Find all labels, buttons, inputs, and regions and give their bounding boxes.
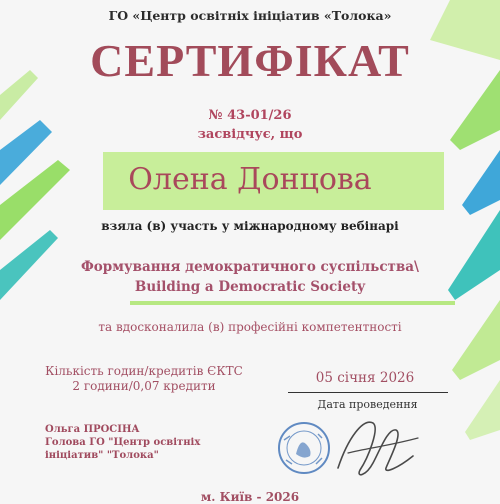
signer-title-line1: Голова ГО "Центр освітніх (45, 437, 201, 448)
event-date: 05 січня 2026 (315, 370, 415, 386)
signer-title-line2: ініціатив" "Толока" (45, 450, 159, 461)
signer-name: Ольга ПРОСІНА (45, 424, 140, 435)
handwritten-signature (318, 408, 428, 488)
right-pale-stroke (465, 380, 500, 440)
certificate-number: № 43-01/26 (208, 108, 292, 123)
hours-value: 2 години/0,07 кредити (72, 379, 216, 393)
participation-text: взяла (в) участь у міжнародному вебінарі (101, 219, 399, 233)
certifies-text: засвідчує, що (197, 127, 303, 142)
signer-block (45, 423, 235, 462)
organization-header: ГО «Центр освітніх ініціатив «Толока» (108, 8, 392, 23)
event-date-label: Дата проведення (317, 398, 418, 411)
date-underline (288, 392, 448, 393)
recipient-name: Олена Донцова (128, 162, 372, 197)
competence-text: та вдосконалила (в) професійні компетентності (98, 320, 402, 334)
hours-label: Кількість годин/кредитів ЄКТС (45, 364, 243, 378)
hours-credits-block (24, 364, 264, 394)
city-year: м. Київ - 2026 (200, 490, 300, 504)
right-green-stroke-bottom (452, 300, 500, 380)
webinar-title-line2: Building a Democratic Society (134, 279, 366, 295)
certificate-title: СЕРТИФІКАТ (90, 35, 410, 86)
webinar-title-line1: Формування демократичного суспільства\ (81, 259, 419, 275)
webinar-title (0, 257, 500, 297)
divider-line (130, 301, 455, 305)
